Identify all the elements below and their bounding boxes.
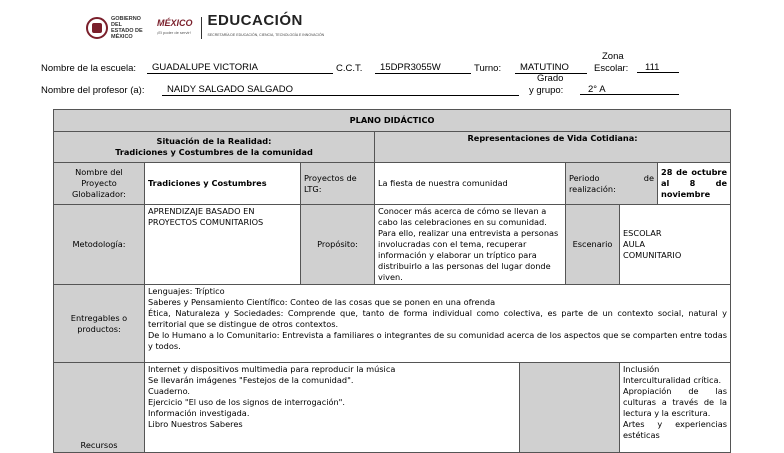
proyecto-label: Nombre del Proyecto Globalizador: [54, 163, 145, 205]
educacion-logo: EDUCACIÓN SECRETARÍA DE EDUCACIÓN, CIENCIA, TECNOLOGÍA E INNOVACIÓN [207, 12, 325, 37]
recurso-5: Información investigada. [148, 408, 250, 418]
escuela-field[interactable]: GUADALUPE VICTORIA [147, 62, 333, 74]
grado-field[interactable]: 2° A [580, 84, 679, 95]
representaciones-label: Representaciones de Vida Cotidiana: [375, 132, 731, 163]
cct-field[interactable]: 15DPR3055W [375, 62, 471, 74]
eje-3: Apropiación de las culturas a través de la lectura y la escritura. [623, 386, 728, 418]
cct-label: C.C.T. [336, 63, 363, 74]
eje-1: Inclusión [623, 364, 660, 374]
proposito-value: Conocer más acerca de cómo se llevan a cabo las celebraciones en su comunidad. Para ello, realizar una entrevista a personas involucradas con el tema, recuperar información y elaborar un tríptico para distribuirlo a las personas del lugar donde viven. [375, 205, 566, 285]
turno-label: Turno: [474, 63, 502, 74]
state-seal-icon [86, 17, 108, 39]
entregable-etica: Ética, Naturaleza y Sociedades: Comprende que, tanto de forma individual como colectiva, es parte de un contexto social, natural y territorial que se distingue de otros contextos. [148, 308, 728, 329]
entregables-value [145, 285, 731, 363]
escenario-escolar: ESCOLAR [623, 228, 662, 238]
periodo-label: Periodo de realización: [566, 163, 658, 205]
entregable-lenguajes: Lenguajes: Tríptico [148, 286, 225, 296]
recurso-4: Ejercicio "El uso de los signos de interrogación". [148, 397, 346, 407]
ejes-label-cell [520, 363, 620, 453]
escenario-values [620, 205, 731, 285]
header-logos [86, 12, 325, 41]
eje-4: Artes y experiencias estéticas [623, 419, 728, 440]
proyecto-value: Tradiciones y Costumbres [145, 163, 301, 205]
plano-title: PLANO DIDÁCTICO [54, 110, 731, 132]
recurso-2: Se llevarán imágenes "Festejos de la comunidad". [148, 375, 354, 385]
recursos-label: Recursos [54, 363, 145, 453]
proposito-label: Propósito: [301, 205, 375, 285]
mexico-logo: MÉXICO ¡El poder de servir! [157, 18, 193, 35]
situacion-label: Situación de la Realidad: [156, 136, 272, 146]
metodologia-label: Metodología: [54, 205, 145, 285]
plano-didactico-table [53, 109, 731, 453]
profesor-label: Nombre del profesor (a): [41, 85, 145, 96]
grado-label: y grupo: [529, 85, 564, 96]
entregable-saberes: Saberes y Pensamiento Científico: Conteo de las cosas que se ponen en una ofrenda [148, 297, 496, 307]
recursos-value [145, 363, 520, 453]
escenario-comunitario: COMUNITARIO [623, 250, 682, 260]
entregable-humano: De lo Humano a lo Comunitario: Entrevista a familiares o integrantes de su comunidad acerca de los aspectos que se comparten entre todas y todos. [148, 330, 728, 351]
situacion-value: Tradiciones y Costumbres de la comunidad [115, 147, 313, 157]
escenario-aula: AULA [623, 239, 645, 249]
zona-label: Escolar: [594, 63, 629, 74]
profesor-field[interactable]: NAIDY SALGADO SALGADO [162, 84, 519, 96]
estado-logo-text: GOBIERNO DEL ESTADO DE MÉXICO [111, 16, 143, 40]
ltg-label: Proyectos de LTG: [301, 163, 375, 205]
metodologia-value: APRENDIZAJE BASADO EN PROYECTOS COMUNITARIOS [145, 205, 301, 285]
zona-field[interactable]: 111 [637, 62, 679, 73]
escuela-label: Nombre de la escuela: [41, 63, 137, 74]
recurso-1: Internet y dispositivos multimedia para reproducir la música [148, 364, 396, 374]
ejes-value [620, 363, 731, 453]
turno-field[interactable]: MATUTINO [515, 62, 587, 74]
periodo-value: 28 de octubre al 8 de noviembre [658, 163, 731, 205]
situacion-cell [54, 132, 375, 163]
grado-label-top: Grado [537, 73, 564, 84]
zona-label-top: Zona [602, 51, 624, 62]
recurso-6: Libro Nuestros Saberes [148, 419, 243, 429]
entregables-label: Entregables o productos: [54, 285, 145, 363]
logo-divider [201, 17, 202, 39]
recurso-3: Cuaderno. [148, 386, 191, 396]
eje-2: Interculturalidad crítica. [623, 375, 722, 385]
ltg-value: La fiesta de nuestra comunidad [375, 163, 566, 205]
escenario-label: Escenario [566, 205, 620, 285]
